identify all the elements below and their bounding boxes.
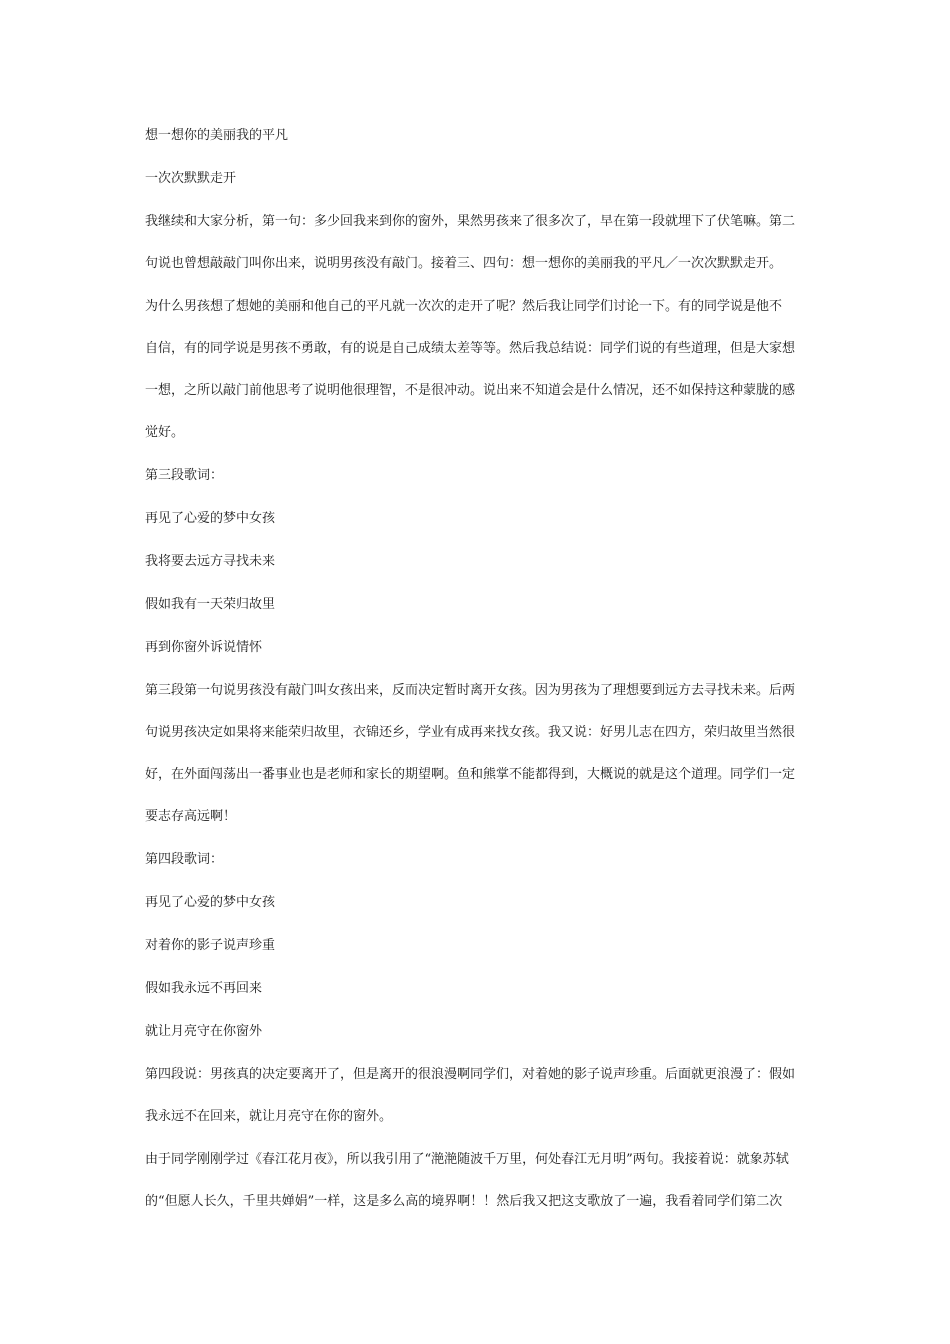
paragraph-line: 我永远不在回来，就让月亮守在你的窗外。 [145,1109,393,1124]
section-heading: 第四段歌词： [145,852,224,867]
lyric-line: 再到你窗外诉说情怀 [145,640,263,655]
section-heading: 第三段歌词： [145,468,224,483]
paragraph-line: 我继续和大家分析，第一句：多少回我来到你的窗外，果然男孩来了很多次了，早在第一段就埋下了伏笔嘛。第二 [145,214,796,229]
paragraph [145,1149,810,1212]
document-page [145,125,810,1234]
lyric-line: 就让月亮守在你窗外 [145,1024,263,1039]
paragraph-line: 为什么男孩想了想她的美丽和他自己的平凡就一次次的走开了呢？然后我让同学们讨论一下。有的同学说是他不 [145,299,783,314]
paragraph-line: 的“但愿人长久，千里共婵娟”一样，这是多么高的境界啊！！然后我又把这支歌放了一遍，我看着同学们第二次 [145,1194,783,1209]
lyric-line: 一次次默默走开 [145,171,237,186]
paragraph-line: 第四段说：男孩真的决定要离开了，但是离开的很浪漫啊同学们，对着她的影子说声珍重。后面就更浪漫了：假如 [145,1067,796,1082]
paragraph-line: 一想，之所以敲门前他思考了说明他很理智，不是很冲动。说出来不知道会是什么情况，还不如保持这种蒙胧的感 [145,383,796,398]
paragraph-line: 好，在外面闯荡出一番事业也是老师和家长的期望啊。鱼和熊掌不能都得到，大概说的就是这个道理。同学们一定 [145,767,796,782]
lyric-line: 再见了心爱的梦中女孩 [145,895,276,910]
paragraph [145,296,810,443]
lyric-line: 我将要去远方寻找未来 [145,554,276,569]
lyric-line: 假如我永远不再回来 [145,981,263,996]
paragraph-line: 句说也曾想敲敲门叫你出来，说明男孩没有敲门。接着三、四句：想一想你的美丽我的平凡／一次次默默走开。 [145,256,783,271]
paragraph-line: 句说男孩决定如果将来能荣归故里，衣锦还乡，学业有成再来找女孩。我又说：好男儿志在四方，荣归故里当然很 [145,725,796,740]
paragraph-line: 觉好。 [145,425,185,440]
paragraph [145,211,810,274]
paragraph-line: 自信，有的同学说是男孩不勇敢，有的说是自己成绩太差等等。然后我总结说：同学们说的有些道理，但是大家想 [145,341,796,356]
paragraph [145,1064,810,1127]
lyric-line: 假如我有一天荣归故里 [145,597,276,612]
paragraph-line: 由于同学刚刚学过《春江花月夜》，所以我引用了“滟滟随波千万里，何处春江无月明”两句。我接着说：就象苏轼 [145,1152,789,1167]
lyric-line: 想一想你的美丽我的平凡 [145,128,289,143]
lyric-line: 再见了心爱的梦中女孩 [145,511,276,526]
paragraph [145,680,810,827]
lyric-line: 对着你的影子说声珍重 [145,938,276,953]
paragraph-line: 要志存高远啊！ [145,809,237,824]
paragraph-line: 第三段第一句说男孩没有敲门叫女孩出来，反而决定暂时离开女孩。因为男孩为了理想要到远方去寻找未来。后两 [145,683,796,698]
